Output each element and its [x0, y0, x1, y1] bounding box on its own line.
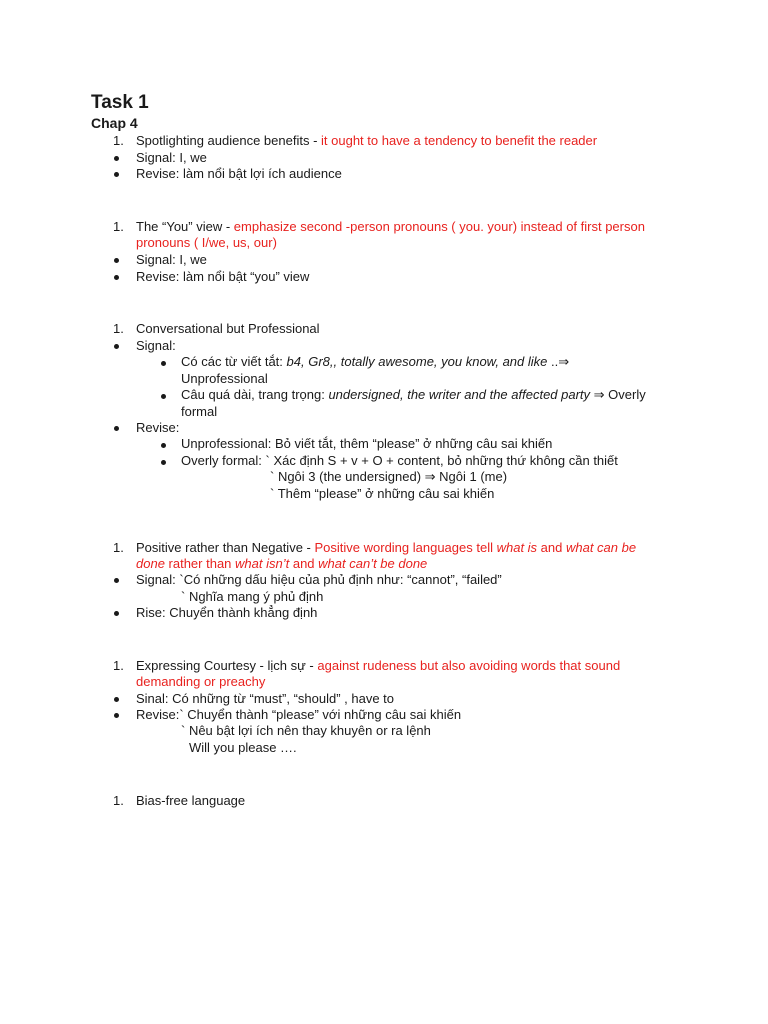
bullet-icon: [114, 578, 119, 583]
sub-list-item-continued: Unprofessional: [181, 371, 268, 386]
list-number: 1.: [113, 540, 124, 555]
bullet-icon: [114, 697, 119, 702]
bullet-icon: [114, 275, 119, 280]
list-item-continued: Will you please ….: [189, 740, 297, 755]
list-item-continued: ` Nghĩa mang ý phủ định: [181, 589, 324, 604]
heading-definition-italic: what is: [496, 540, 538, 555]
sub-list-item-continued: ` Thêm “please” ở những câu sai khiến: [270, 486, 495, 501]
list-item: Rise: Chuyển thành khẳng định: [136, 605, 318, 620]
heading-definition: Positive wording languages tell: [314, 540, 497, 555]
heading-definition: emphasize second -person pronouns ( you. your) instead of first person: [233, 219, 645, 234]
bullet-icon: [114, 611, 119, 616]
bullet-icon: [114, 258, 119, 263]
heading-definition-italic: what can be: [565, 540, 637, 555]
heading-definition: it ought to have a tendency to benefit the reader: [321, 133, 598, 148]
sub-item-examples: undersigned, the writer and the affected party: [328, 387, 591, 402]
list-number: 1.: [113, 219, 124, 234]
heading-definition: and: [537, 540, 566, 555]
list-number: 1.: [113, 658, 124, 673]
sub-bullet-icon: [161, 443, 166, 448]
list-item: Signal:: [136, 338, 176, 353]
list-number: 1.: [113, 793, 124, 808]
section-heading: [136, 133, 597, 149]
list-item: Signal: `Có những dấu hiệu của phủ định như: “cannot”, “failed”: [136, 572, 502, 587]
heading-text: Positive rather than Negative -: [136, 540, 315, 555]
sub-bullet-icon: [161, 460, 166, 465]
list-item: Revise:: [136, 420, 180, 435]
chapter-heading: Chap 4: [91, 115, 138, 131]
sub-bullet-icon: [161, 394, 166, 399]
sub-item-text: Câu quá dài, trang trọng:: [181, 387, 329, 402]
bullet-icon: [114, 344, 119, 349]
list-item: Revise: làm nổi bật lợi ích audience: [136, 166, 342, 181]
section-heading: Bias-free language: [136, 793, 246, 808]
sub-list-item: Unprofessional: Bỏ viết tắt, thêm “please” ở những câu sai khiến: [181, 436, 553, 451]
bullet-icon: [114, 713, 119, 718]
list-number: 1.: [113, 321, 124, 336]
heading-text: The “You” view -: [136, 219, 234, 234]
sub-bullet-icon: [161, 361, 166, 366]
list-number: 1.: [113, 133, 124, 148]
sub-list-item: [181, 354, 569, 370]
bullet-icon: [114, 426, 119, 431]
section-heading: [136, 219, 645, 235]
heading-definition-italic: what can’t be done: [318, 556, 428, 571]
sub-item-arrow: ⇒ Overly: [590, 387, 646, 402]
heading-definition-italic: done: [136, 556, 165, 571]
list-item: Sinal: Có những từ “must”, “should” , have to: [136, 691, 395, 706]
heading-text: Spotlighting audience benefits -: [136, 133, 322, 148]
list-item: Revise: làm nổi bật “you” view: [136, 269, 310, 284]
list-item: Signal: I, we: [136, 150, 207, 165]
sub-list-item: [181, 387, 646, 403]
heading-definition-continued: [136, 556, 427, 572]
sub-list-item: Overly formal: ` Xác định S + v + O + content, bỏ những thứ không cần thiết: [181, 453, 618, 468]
list-item: Signal: I, we: [136, 252, 207, 267]
bullet-icon: [114, 172, 119, 177]
sub-item-examples: b4, Gr8,, totally awesome, you know, and like: [286, 354, 548, 369]
heading-definition: and: [289, 556, 319, 571]
sub-list-item-continued: formal: [181, 404, 218, 419]
heading-definition-continued: demanding or preachy: [136, 674, 266, 689]
page-title: Task 1: [91, 92, 149, 113]
section-heading: Conversational but Professional: [136, 321, 320, 336]
section-heading: [136, 658, 620, 674]
sub-list-item-continued: ` Ngôi 3 (the undersigned) ⇒ Ngôi 1 (me): [270, 469, 508, 484]
heading-definition-italic: what isn’t: [235, 556, 290, 571]
bullet-icon: [114, 156, 119, 161]
sub-item-arrow: ..⇒: [547, 354, 570, 369]
heading-definition-continued: pronouns ( I/we, us, our): [136, 235, 277, 250]
heading-definition: against rudeness but also avoiding words that sound: [317, 658, 621, 673]
sub-item-text: Có các từ viết tắt:: [181, 354, 287, 369]
heading-text: Expressing Courtesy - lịch sự -: [136, 658, 318, 673]
section-heading: [136, 540, 636, 556]
list-item-continued: ` Nêu bật lợi ích nên thay khuyên or ra lệnh: [181, 723, 431, 738]
list-item: Revise:` Chuyển thành “please” với những câu sai khiến: [136, 707, 462, 722]
heading-definition: rather than: [164, 556, 236, 571]
